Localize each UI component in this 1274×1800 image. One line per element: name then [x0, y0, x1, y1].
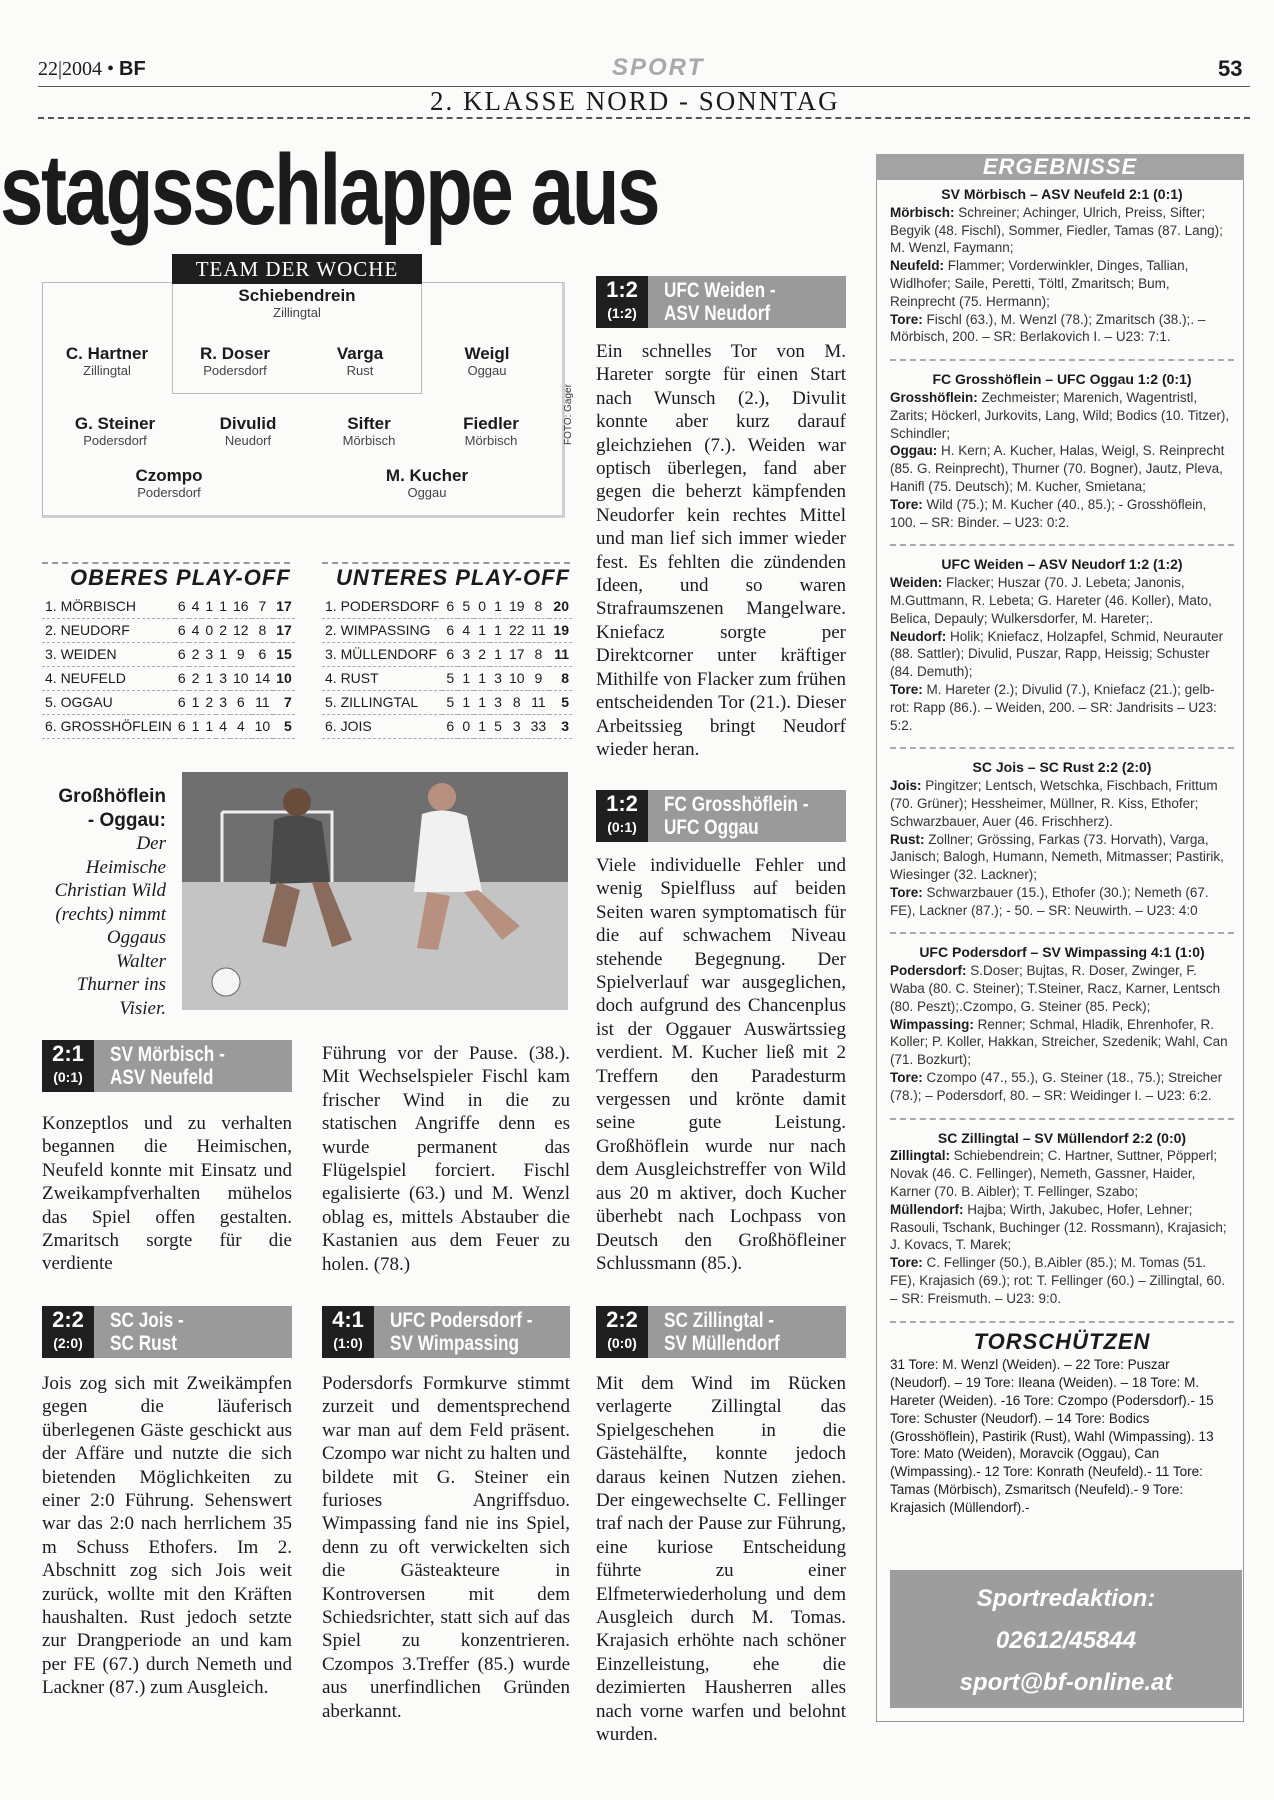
result-title: SC Jois – SC Rust 2:2 (2:0)	[972, 759, 1152, 776]
score-bar	[596, 790, 846, 842]
match-report: Jois zog sich mit Zweikämpfen gegen die läuferisch überlegenen Gäste geschickt aus der Affäre und nutzte die sich bietenden Möglichkeiten zu einer 2:0 Führung. Sehenswert war das 2:0 nach herrlichem 35 m Schuss Ethofers. Im 2. Abschnitt zog sich Jois weit zurück, wollte mit den Kräften haushalten. Rust jedoch setzte zur Drangperiode an und kam per FE (67.) durch Nemeth und Lackner (87.) zum Ausgleich.	[42, 1373, 292, 1699]
lineup-label: Tore:	[890, 884, 923, 900]
scorers-title: TORSCHÜTZEN	[973, 1328, 1151, 1354]
stat-cell: 2	[189, 666, 203, 690]
divider	[890, 1118, 1234, 1120]
result-item	[890, 556, 1234, 734]
points-cell: 3	[549, 714, 572, 738]
team-name-cell: 2. WIMPASSING	[322, 618, 442, 642]
stat-cell: 11	[528, 618, 550, 642]
stat-cell: 12	[230, 618, 252, 642]
stat-cell: 1	[474, 690, 490, 714]
match-teams: UFC Weiden - ASV Neudorf	[664, 279, 776, 325]
stat-cell: 1	[474, 714, 490, 738]
stat-cell: 4	[216, 714, 230, 738]
lineup-line	[890, 442, 1234, 495]
contact-email[interactable]: sport@bf-online.at	[959, 1669, 1173, 1696]
lineup-line	[890, 777, 1234, 830]
stat-cell: 2	[202, 690, 216, 714]
player: M. Kucher Oggau	[385, 466, 469, 500]
results-list	[890, 186, 1234, 1517]
stat-cell: 1	[490, 594, 506, 618]
stat-cell: 6	[175, 642, 189, 666]
team-name-cell: 4. RUST	[322, 666, 442, 690]
stat-cell: 10	[230, 666, 252, 690]
points-cell: 19	[549, 618, 572, 642]
stat-cell: 6	[175, 714, 189, 738]
lineup-label: Neufeld:	[890, 258, 944, 274]
stat-cell: 1	[202, 714, 216, 738]
stat-cell: 5	[442, 666, 458, 690]
stat-cell: 19	[506, 594, 528, 618]
stat-cell: 9	[528, 666, 550, 690]
lineup-label: Tore:	[890, 1070, 923, 1086]
stat-cell: 4	[458, 618, 474, 642]
table-row	[42, 666, 295, 690]
points-cell: 17	[273, 618, 295, 642]
stat-cell: 6	[442, 594, 458, 618]
stat-cell: 1	[490, 618, 506, 642]
stat-cell: 4	[230, 714, 252, 738]
stat-cell: 3	[202, 642, 216, 666]
stat-cell: 6	[175, 618, 189, 642]
stat-cell: 3	[506, 714, 528, 738]
points-cell: 10	[273, 666, 295, 690]
lineup-text: H. Kern; A. Kucher, Halas, Weigl, S. Reinprecht (85. G. Reinprecht), Thurner (70. Bogner), Jautz, Pleva, Hanifl (75. Deutsch); M. Kucher, Smietana;	[890, 443, 1225, 494]
lineup-line	[890, 1069, 1234, 1105]
lineup-text: Wild (75.); M. Kucher (40., 85.); - Grosshöflein, 100. – SR: Binder. – U23: 0:2.	[890, 496, 1207, 530]
stat-cell: 2	[474, 642, 490, 666]
stat-cell: 3	[216, 666, 230, 690]
points-cell: 8	[549, 666, 572, 690]
lineup-text: Zechmeister; Marenich, Wagentristl, Zarits; Höckerl, Jurkovits, Lang, Wild; Bodics (10. Titzer), Schindler;	[890, 389, 1230, 441]
stat-cell: 8	[528, 594, 550, 618]
lineup-line	[890, 831, 1234, 884]
score-bar	[42, 1040, 292, 1092]
points-cell: 11	[549, 642, 572, 666]
score-box: 2:1 (0:1)	[42, 1040, 94, 1092]
stat-cell: 6	[175, 594, 189, 618]
score-box: 4:1 (1:0)	[322, 1306, 374, 1358]
table-row	[42, 690, 295, 714]
lineup-text: Flacker; Huszar (70. J. Lebeta; Janonis, M.Guttmann, R. Lebeta; G. Hareter (46. Koller), Mato, Belica, Depauly; Wulkersdorfer, M. Hareter;.	[890, 575, 1212, 626]
result-item	[890, 759, 1234, 919]
team-of-week-title: TEAM DER WOCHE	[172, 254, 422, 284]
result-title: UFC Podersdorf – SV Wimpassing 4:1 (1:0)	[919, 944, 1205, 961]
player: Varga Rust	[336, 344, 384, 378]
lineup-line	[890, 681, 1234, 734]
lineup-line	[890, 257, 1234, 310]
match-report: Podersdorfs Formkurve stimmt zurzeit und dementsprechend war man auf dem Feld präsent. Czompo war nicht zu halten und bildete mit G. Steiner ein furioses Angriffsduo. Wimpassing fand nie ins Spiel, denn zu oft verwickelten sich die Gästeakteure in Kontroversen mit dem Schiedsrichter, statt sich auf das Spiel zu konzentrieren. Czompos 3.Treffer (85.) wurde aus unerfindlichen Gründen aberkannt.	[322, 1373, 570, 1722]
page-number: 53	[1218, 56, 1243, 81]
player: Fiedler Mörbisch	[463, 414, 519, 448]
lineup-line	[890, 204, 1234, 257]
match-report: Ein schnelles Tor von M. Hareter sorgte für einen Start nach Wunsch (2.), Divulit konnte aber kurz darauf gleichziehen (7.). Weiden war optisch überlegen, fand aber gegen die beherzt kämpfenden Neudorfer kein rechtes Mittel und man lief sich immer wieder fest. Es fehlten die zündenden Ideen, und so waren Strafraumszenen Mangelware. Kniefacz sorgte per Direktcorner unter kräftiger Mithilfe von Flacker zum frühen entscheidenden Tor (21.). Dieser Arbeitssieg bringt Neudorf wieder heran.	[596, 341, 846, 760]
stat-cell: 5	[442, 690, 458, 714]
team-name-cell: 5. OGGAU	[42, 690, 175, 714]
table-row	[42, 714, 295, 738]
lineup-line	[890, 962, 1234, 1015]
score-bar	[596, 276, 846, 328]
score-box: 2:2 (0:0)	[596, 1306, 648, 1358]
lower-playoff-table	[322, 594, 572, 739]
match-teams: SV Mörbisch - ASV Neufeld	[110, 1043, 225, 1089]
points-cell: 17	[273, 594, 295, 618]
stat-cell: 0	[474, 594, 490, 618]
table-row	[322, 594, 572, 618]
score-bar	[42, 1306, 292, 1358]
lineup-label: Tore:	[890, 311, 923, 327]
lineup-text: Renner; Schmal, Hladik, Ehrenhofer, R. Koller; P. Koller, Hakkan, Streicher, Szedenik; Wahl, Can (71. Bozkurt);	[890, 1016, 1228, 1068]
score-box: 2:2 (2:0)	[42, 1306, 94, 1358]
lineup-line	[890, 389, 1234, 442]
upper-playoff-table	[42, 594, 295, 739]
table-row	[322, 714, 572, 738]
scorers-text: 31 Tore: M. Wenzl (Weiden). – 22 Tore: Puszar (Neudorf). – 19 Tore: Ileana (Weiden). – 18 Tore: M. Hareter (Weiden). -16 Tore: Czompo (Podersdorf).- 15 Tore: Schuster (Neudorf). – 14 Tore: Bodics (Grosshöflein), Pastirik (Rust), Wahl (Wimpassing). 13 Tore: Mato (Weiden), Moravcik (Oggau), Can (Wimpassing).- 12 Tore: Konrath (Neufeld).- 11 Tore: Tamas (Mörbisch), Zsmaritsch (Neufeld).- 9 Tore: Krajasich (Müllendorf).-	[890, 1357, 1214, 1515]
team-name-cell: 5. ZILLINGTAL	[322, 690, 442, 714]
lineup-text: Flammer; Vorderwinkler, Dinges, Tallian, Widlhofer; Saile, Peretti, Töltl, Zmaritsch; Bum, Reinprecht (75. Hermann);	[890, 258, 1189, 309]
stat-cell: 3	[490, 690, 506, 714]
lower-playoff-title: UNTERES PLAY-OFF	[336, 565, 570, 590]
result-title: UFC Weiden – ASV Neudorf 1:2 (1:2)	[941, 556, 1183, 573]
contact-phone: 02612/45844	[995, 1627, 1137, 1654]
match-report-continued: Führung vor der Pause. (38.). Mit Wechselspieler Fischl kam frischer Wind in die zu statischen Angriffe denn es wurde permanent das Flügelspiel forciert. Fischl egalisierte (63.) und M. Wenzl oblag es, mittels Abstauber die Kastanien aus dem Feuer zu holen. (78.)	[322, 1043, 570, 1275]
stat-cell: 1	[189, 690, 203, 714]
table-rule	[42, 562, 290, 564]
match-photo	[182, 772, 568, 1010]
result-title: SC Zillingtal – SV Müllendorf 2:2 (0:0)	[937, 1129, 1187, 1146]
upper-playoff-title: OBERES PLAY-OFF	[70, 565, 291, 590]
lineup-text: M. Hareter (2.); Divulid (7.), Kniefacz (21.); gelb-rot: Rapp (86.). – Weiden, 200. – SR: Jandrisits – U23: 5:2.	[890, 681, 1217, 733]
divider	[890, 932, 1234, 934]
table-row	[42, 618, 295, 642]
player: Czompo Podersdorf	[135, 466, 203, 500]
player: R. Doser Podersdorf	[200, 344, 270, 378]
team-name-cell: 3. WEIDEN	[42, 642, 175, 666]
stat-cell: 1	[202, 594, 216, 618]
lineup-line	[890, 1254, 1234, 1307]
stat-cell: 6	[442, 714, 458, 738]
stat-cell: 3	[490, 666, 506, 690]
result-item	[890, 944, 1234, 1104]
stat-cell: 10	[252, 714, 274, 738]
score-box: 1:2 (0:1)	[596, 790, 648, 842]
stat-cell: 6	[175, 666, 189, 690]
stat-cell: 4	[189, 594, 203, 618]
lineup-text: Schreiner; Achinger, Ulrich, Preiss, Sifter; Begyik (48. Fischl), Sommer, Fiedler, Tamas (87. Lang); M. Wenzl, Faymann;	[890, 204, 1223, 256]
lineup-text: S.Doser; Bujtas, R. Doser, Zwinger, F. Waba (80. C. Steiner); T.Steiner, Racz, Karner, Lentsch (80. Peszt);.Czompo, G. Steiner (85. Peck);	[890, 963, 1221, 1014]
stat-cell: 1	[474, 666, 490, 690]
lineup-label: Tore:	[890, 681, 923, 697]
photo-caption: Großhöflein - Oggau: Der Heimische Christian Wild (rechts) nimmt Oggaus Walter Thurner ins Visier.	[54, 786, 166, 1019]
issue-number: 22|2004 • BF	[38, 58, 146, 80]
team-name-cell: 2. NEUDORF	[42, 618, 175, 642]
table-row	[322, 690, 572, 714]
stat-cell: 8	[528, 642, 550, 666]
lineup-label: Tore:	[890, 496, 923, 512]
lineup-label: Neudorf:	[890, 628, 947, 644]
stat-cell: 1	[474, 618, 490, 642]
contact-label: Sportredaktion:	[976, 1585, 1156, 1612]
points-cell: 5	[273, 714, 295, 738]
stat-cell: 11	[528, 690, 550, 714]
lineup-label: Rust:	[890, 831, 925, 847]
table-row	[42, 594, 295, 618]
team-name-cell: 6. JOIS	[322, 714, 442, 738]
team-name-cell: 6. GROSSHÖFLEIN	[42, 714, 175, 738]
stat-cell: 6	[230, 690, 252, 714]
divider	[890, 544, 1234, 546]
team-name-cell: 4. NEUFELD	[42, 666, 175, 690]
ressort-label: SPORT	[612, 54, 705, 81]
lineup-text: Schiebendrein; C. Hartner, Suttner, Pöpperl; Novak (46. C. Fellinger), Nemeth, Gassner, Haider, Karner (70. B. Aibler); T. Fellinger, Szabo;	[890, 1148, 1218, 1200]
stat-cell: 14	[252, 666, 274, 690]
score-box: 1:2 (1:2)	[596, 276, 648, 328]
lineup-label: Müllendorf:	[890, 1201, 964, 1217]
stat-cell: 16	[230, 594, 252, 618]
points-cell: 7	[273, 690, 295, 714]
match-report: Konzeptlos und zu verhalten begannen die Heimischen, Neufeld konnte mit Einsatz und Zweikampfverhalten mühelos das Spiel offen gestalten. Zmaritsch sorgte für die verdiente	[42, 1113, 292, 1275]
score-bar	[596, 1306, 846, 1358]
stat-cell: 6	[252, 642, 274, 666]
stat-cell: 1	[189, 714, 203, 738]
stat-cell: 1	[458, 666, 474, 690]
points-cell: 20	[549, 594, 572, 618]
stat-cell: 33	[528, 714, 550, 738]
stat-cell: 17	[506, 642, 528, 666]
player: C. Hartner Zillingtal	[65, 344, 149, 378]
headline: stagsschlappe aus	[0, 134, 659, 246]
lineup-line	[890, 1147, 1234, 1200]
team-name-cell: 1. PODERSDORF	[322, 594, 442, 618]
stat-cell: 1	[216, 594, 230, 618]
stat-cell: 9	[230, 642, 252, 666]
results-title: ERGEBNISSE	[876, 154, 1244, 180]
divider	[890, 747, 1234, 749]
section-title: 2. KLASSE NORD - SONNTAG	[430, 86, 840, 116]
lineup-text: C. Fellinger (50.), B.Aibler (85.); M. Tomas (51. FE), Krajasich (69.); rot: T. Fellinger (60.) – Zillingtal, 60. – SR: Freismuth. – U23: 9:0.	[890, 1255, 1226, 1306]
stat-cell: 1	[202, 666, 216, 690]
divider	[890, 359, 1234, 361]
lineup-line	[890, 628, 1234, 681]
table-row	[322, 618, 572, 642]
stat-cell: 3	[458, 642, 474, 666]
result-item	[890, 371, 1234, 531]
lineup-text: Czompo (47., 55.), G. Steiner (18., 75.); Streicher (78.); – Podersdorf, 80. – SR: Weidinger I. – U23: 6:2.	[890, 1070, 1223, 1103]
stat-cell: 0	[458, 714, 474, 738]
table-row	[322, 666, 572, 690]
stat-cell: 10	[506, 666, 528, 690]
lineup-text: Schwarzbauer (15.), Ethofer (30.); Nemeth (67. FE), Lackner (87.); - 50. – SR: Neuwirth. – U23: 4:0	[890, 884, 1209, 918]
lineup-label: Mörbisch:	[890, 204, 955, 220]
match-teams: FC Grosshöflein - UFC Oggau	[664, 793, 809, 839]
stat-cell: 1	[216, 642, 230, 666]
table-row	[42, 642, 295, 666]
stat-cell: 8	[252, 618, 274, 642]
lineup-text: Zollner; Grössing, Farkas (73. Horvath), Varga, Janisch; Balogh, Humann, Nemeth, Mitmasser; Pastirik, Wiesinger (32. Lackner);	[890, 831, 1224, 883]
table-row	[322, 642, 572, 666]
stat-cell: 2	[216, 618, 230, 642]
lineup-text: Hajba; Wirth, Jakubec, Hofer, Lehner; Rasouli, Tschank, Buchinger (12. Rossmann), Krajasich; J. Kovacs, T. Marek;	[890, 1201, 1227, 1253]
stat-cell: 8	[506, 690, 528, 714]
player: Divulid Neudorf	[219, 414, 277, 448]
lineup-label: Tore:	[890, 1255, 923, 1271]
stat-cell: 7	[252, 594, 274, 618]
points-cell: 5	[549, 690, 572, 714]
lineup-label: Grosshöflein:	[890, 389, 978, 405]
lineup-label: Oggau:	[890, 443, 938, 459]
player: Schiebendrein Zillingtal	[238, 286, 356, 320]
stat-cell: 5	[490, 714, 506, 738]
lineup-line	[890, 311, 1234, 347]
stat-cell: 3	[216, 690, 230, 714]
player: G. Steiner Podersdorf	[74, 414, 156, 448]
stat-cell: 5	[458, 594, 474, 618]
lineup-label: Jois:	[890, 778, 922, 794]
team-name-cell: 1. MÖRBISCH	[42, 594, 175, 618]
lineup-line	[890, 1016, 1234, 1069]
match-teams: SC Zillingtal - SV Müllendorf	[664, 1309, 780, 1355]
stat-cell: 2	[189, 642, 203, 666]
match-report: Mit dem Wind im Rücken verlagerte Zillingtal das Spielgeschehen in die Gästehälfte, konnte jedoch daraus keinen Nutzen ziehen. Der eingewechselte C. Fellinger traf nach der Pause zur Führung, eine kuriose Entscheidung führte zu einer Elfmeterwiederholung und dem Ausgleich durch M. Tomas. Krajasich erhöhte nach schöner Einzelleistung, ehe die dezimierten Hausherren alles nach vorne warfen und belohnt wurden.	[596, 1373, 846, 1746]
lineup-label: Wimpassing:	[890, 1016, 974, 1032]
stat-cell: 4	[189, 618, 203, 642]
stat-cell: 0	[202, 618, 216, 642]
lineup-text: Fischl (63.), M. Wenzl (78.); Zmaritsch (38.);. – Mörbisch, 200. – SR: Berlakovich I. – U23: 7:1.	[890, 311, 1206, 345]
header-dashed-rule	[38, 117, 1250, 119]
stat-cell: 1	[490, 642, 506, 666]
table-rule	[322, 562, 570, 564]
lineup-text: Holik; Kniefacz, Holzapfel, Schmid, Neurauter (88. Sattler); Divulid, Puszar, Rapp, Heissig; Schuster (84. Demuth);	[890, 628, 1224, 680]
stat-cell: 11	[252, 690, 274, 714]
result-item	[890, 186, 1234, 346]
stat-cell: 6	[442, 618, 458, 642]
contact-box	[890, 1570, 1242, 1708]
points-cell: 15	[273, 642, 295, 666]
stat-cell: 1	[458, 690, 474, 714]
lineup-line	[890, 884, 1234, 920]
player: Sifter Mörbisch	[342, 414, 396, 448]
lineup-label: Podersdorf:	[890, 963, 967, 979]
stat-cell: 6	[442, 642, 458, 666]
stat-cell: 6	[175, 690, 189, 714]
match-report: Viele individuelle Fehler und wenig Spielfluss auf beiden Seiten waren symptomatisch für die auf schwachem Niveau stehende Begegnung. Der Spielverlauf war ausgeglichen, doch aufgrund des Chancenplus ist der Oggauer Auswärtssieg verdient. M. Kucher ließ mit 2 Treffern den Paradesturm vergessen und krönte damit seine gute Leistung. Großhöflein wurde nur nach dem Ausgleichstreffer von Wild aus 20 m aktiver, doch Kucher überhebt nach Lochpass von Deutsch den Großhöfleiner Schlussmann (85.).	[596, 855, 846, 1274]
result-item	[890, 1130, 1234, 1308]
lineup-line	[890, 574, 1234, 627]
player: Weigl Oggau	[464, 344, 510, 378]
match-teams: UFC Podersdorf - SV Wimpassing	[390, 1309, 533, 1355]
lineup-line	[890, 1201, 1234, 1254]
photo-credit: FOTO: Gager	[563, 384, 574, 445]
lineup-label: Zillingtal:	[890, 1148, 950, 1164]
stat-cell: 22	[506, 618, 528, 642]
match-teams: SC Jois - SC Rust	[110, 1309, 184, 1355]
lineup-label: Weiden:	[890, 575, 943, 591]
score-bar	[322, 1306, 570, 1358]
result-title: FC Grosshöflein – UFC Oggau 1:2 (0:1)	[932, 371, 1192, 388]
result-title: SV Mörbisch – ASV Neufeld 2:1 (0:1)	[941, 186, 1183, 202]
lineup-line	[890, 496, 1234, 532]
lineup-text: Pingitzer; Lentsch, Wetschka, Fischbach, Frittum (70. Grüner); Hessheimer, Müllner, R. Kiss, Ethofer; Schwarzbauer, Auer (46. Frischherz).	[890, 778, 1218, 829]
team-name-cell: 3. MÜLLENDORF	[322, 642, 442, 666]
divider	[890, 1321, 1234, 1323]
